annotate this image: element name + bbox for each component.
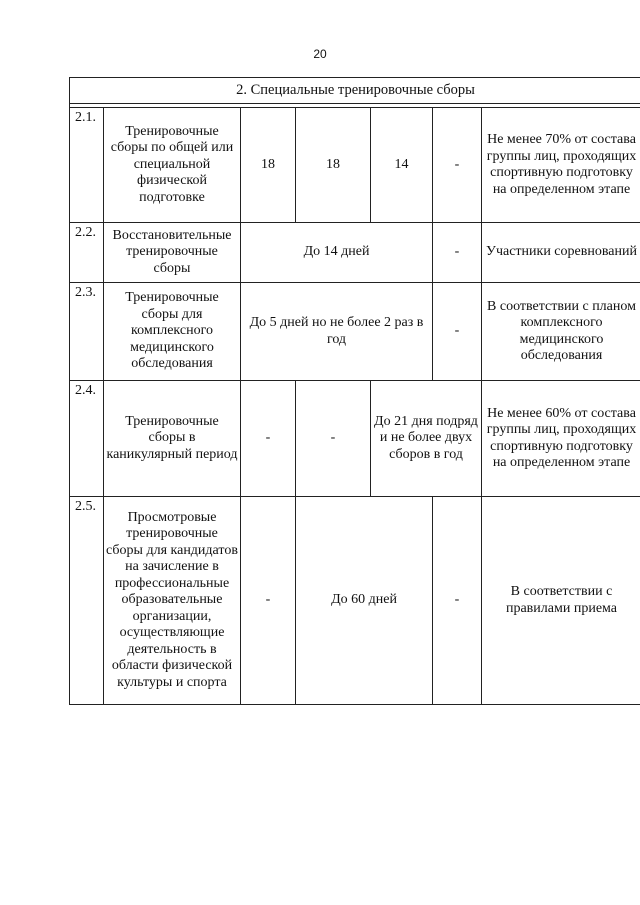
value-cell: - <box>241 497 296 705</box>
value-cell: 18 <box>241 108 296 223</box>
camp-name: Тренировочные сборы для комплексного медицинского обследования <box>104 283 241 381</box>
value-cell: - <box>433 283 482 381</box>
value-cell: 14 <box>371 108 433 223</box>
row-number: 2.2. <box>70 223 104 283</box>
row-number: 2.4. <box>70 381 104 497</box>
participants-cell: Не менее 70% от состава группы лиц, проходящих спортивную подготовку на определенном этапе <box>482 108 640 223</box>
participants-cell: Не менее 60% от состава группы лиц, проходящих спортивную подготовку на определенном этапе <box>482 381 640 497</box>
table-row <box>70 381 640 497</box>
camp-name: Просмотровые тренировочные сборы для кандидатов на зачисление в профессиональные образовательные организации, осуществляющие деятельность в области физической культуры и спорта <box>104 497 241 705</box>
value-cell: - <box>433 108 482 223</box>
row-number: 2.1. <box>70 108 104 223</box>
merged-value-cell: До 21 дня подряд и не более двух сборов в год <box>371 381 482 497</box>
page-number: 20 <box>313 47 327 61</box>
participants-cell: В соответствии с правилами приема <box>482 497 640 705</box>
participants-cell: Участники соревнований <box>482 223 640 283</box>
merged-value-cell: До 60 дней <box>296 497 433 705</box>
row-number: 2.3. <box>70 283 104 381</box>
merged-value-cell: До 14 дней <box>241 223 433 283</box>
camp-name: Восстановительные тренировочные сборы <box>104 223 241 283</box>
table-row <box>70 497 640 705</box>
value-cell: 18 <box>296 108 371 223</box>
section-header-row <box>70 78 640 104</box>
camp-name: Тренировочные сборы в каникулярный период <box>104 381 241 497</box>
table-row <box>70 223 640 283</box>
merged-value-cell: До 5 дней но не более 2 раз в год <box>241 283 433 381</box>
row-number: 2.5. <box>70 497 104 705</box>
value-cell: - <box>433 497 482 705</box>
value-cell: - <box>433 223 482 283</box>
camp-name: Тренировочные сборы по общей или специальной физической подготовке <box>104 108 241 223</box>
value-cell: - <box>296 381 371 497</box>
section-title: 2. Специальные тренировочные сборы <box>70 78 640 104</box>
table-row <box>70 108 640 223</box>
training-camps-table <box>69 77 640 705</box>
participants-cell: В соответствии с планом комплексного медицинского обследования <box>482 283 640 381</box>
value-cell: - <box>241 381 296 497</box>
table-row <box>70 283 640 381</box>
